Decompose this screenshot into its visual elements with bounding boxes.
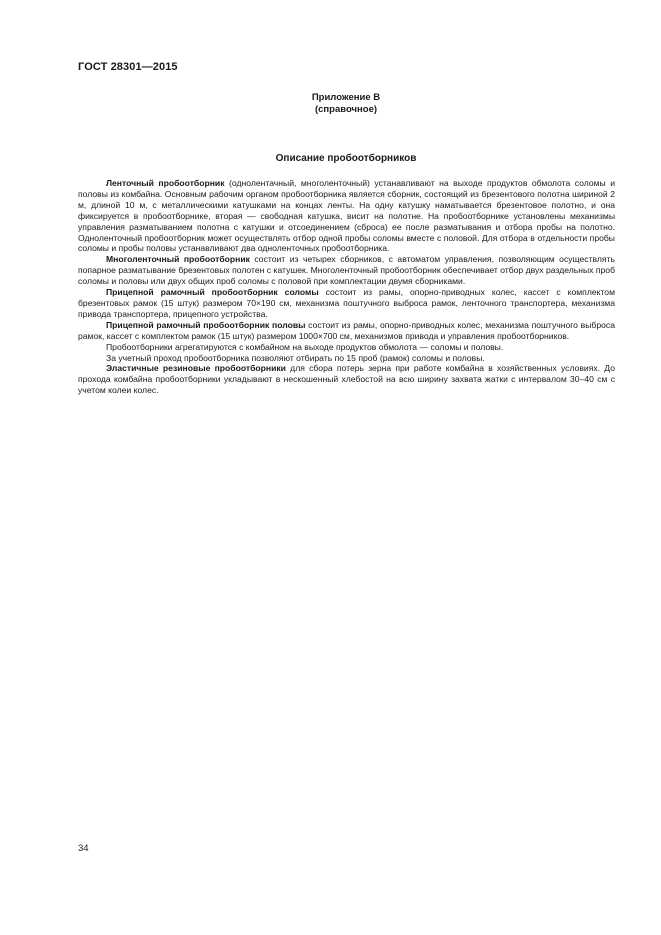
appendix-heading xyxy=(0,92,661,116)
document-code: ГОСТ 28301—2015 xyxy=(78,61,178,73)
paragraph-lead: Ленточный пробоотборник xyxy=(106,178,225,188)
paragraph-aggregation xyxy=(78,342,615,353)
paragraph-text: Пробоотборники агрегатируются с комбайном на выходе продуктов обмолота — соломы и половы. xyxy=(106,341,504,352)
body-text xyxy=(78,178,615,396)
paragraph-samples-per-pass xyxy=(78,353,615,364)
paragraph-lead: Прицепной рамочный пробоотборник половы xyxy=(106,319,306,330)
paragraph-text: (однолентачный, многоленточный) устанавливают на выходе продуктов обмолота соломы и половы из комбайна. Основным рабочим органом пробоотборника является сборник, состоящий из брезентового полотна шириной 2 м, длиной 10 м, с металлическими катушками на концах ленты. На одну катушку наматывается брезентовое полотно, и она фиксируется в пробоотборнике, вторая — свободная катушка, висит на полотне. На пробоотборнике установлены механизмы управления разматыванием полотна с катушки и отсоединением (сброса) ее после разматывания и отбора пробы на полотно. Одноленточный пробоотборник может осуществлять отбор одной пробы соломы вместе с половой. Для отбора в отдельности пробы соломы и пробы половы устанавливают два одноленточных пробоотборника. xyxy=(78,178,615,254)
paragraph-chaff-frame-sampler xyxy=(78,320,615,342)
paragraph-tape-sampler xyxy=(78,178,615,254)
paragraph-multi-tape-sampler xyxy=(78,254,615,287)
paragraph-rubber-sampler xyxy=(78,363,615,396)
paragraph-straw-frame-sampler xyxy=(78,287,615,320)
paragraph-text: состоит из рамы, опорно-приводных колес, механизма поштучного выброса рамок, кассет с комплектом рамок (15 штук) размером 1000×700 см, механизмов привода и управления пробоотборников. xyxy=(78,319,615,341)
paragraph-text: для сбора потерь зерна при работе комбайна в хозяйственных условиях. До прохода комбайна пробоотборники укладывают в нескошенный хлебостой на всю ширину захвата жатки с интервалом 30–40 см с учетом колеи колес. xyxy=(78,363,615,396)
paragraph-text: За учетный проход пробоотборника позволяют отбирать по 15 проб (рамок) соломы и половы. xyxy=(106,352,485,363)
paragraph-lead: Многоленточный пробоотборник xyxy=(106,254,250,265)
appendix-title: Приложение В xyxy=(311,92,381,103)
appendix-subtitle: (справочное) xyxy=(314,104,378,115)
paragraph-lead: Эластичные резиновые пробоотборники xyxy=(106,363,286,374)
paragraph-text: состоит из рамы, опорно-приводных колес, кассет с комплектом брезентовых рамок (15 штук) размером 70×190 см, механизма поштучного выброса рамок, ленточного транспортера, механизма привода транспортера, прицепного устройства. xyxy=(78,287,615,319)
section-title: Описание пробоотборников xyxy=(275,153,417,164)
paragraph-lead: Прицепной рамочный пробоотборник соломы xyxy=(106,287,319,298)
paragraph-text: состоит из четырех сборников, с автоматом управления, позволяющим осуществлять попарное разматывание брезентовых полотен с катушек. Многоленточный пробоотборник обеспечивает отбор двух раздельных проб соломы и половы или двух общих проб соломы с половой при комплектации двумя сборниками. xyxy=(78,254,615,287)
page-number: 34 xyxy=(78,843,89,854)
